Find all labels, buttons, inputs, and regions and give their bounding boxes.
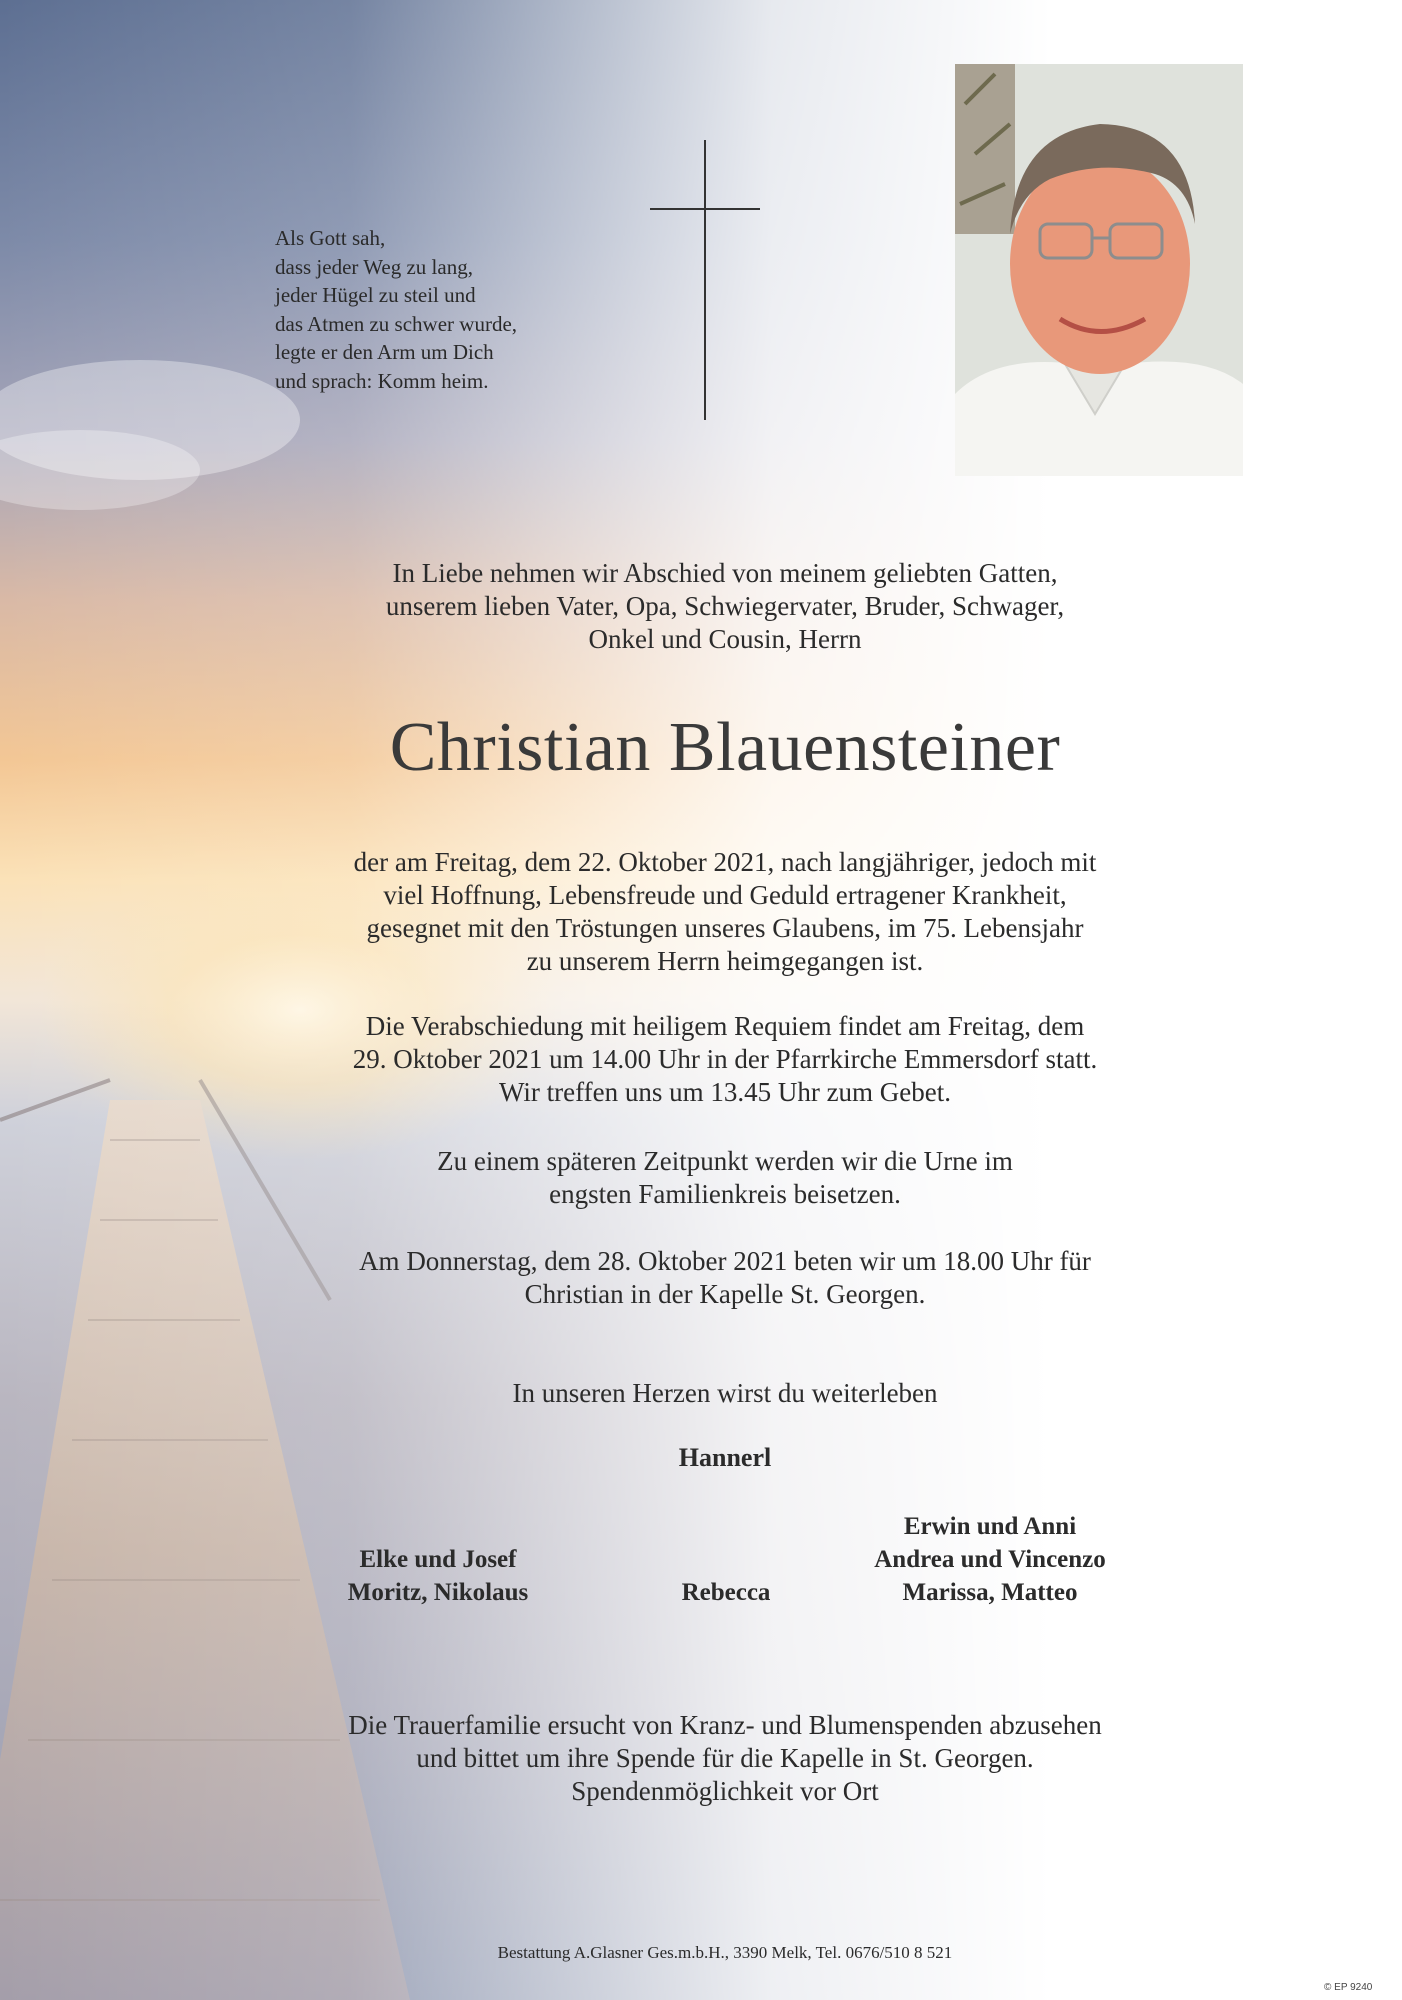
paragraph-line: Christian in der Kapelle St. Georgen. — [524, 1279, 926, 1309]
paragraph-line: Am Donnerstag, dem 28. Oktober 2021 beten wir um 18.00 Uhr für — [359, 1246, 1091, 1276]
family-line: Erwin und Anni — [903, 1513, 1077, 1540]
poem — [275, 224, 517, 395]
poem-line: und sprach: Komm heim. — [275, 368, 489, 393]
motto: In unseren Herzen wirst du weiterleben — [512, 1378, 938, 1408]
paragraph-line: der am Freitag, dem 22. Oktober 2021, nach langjähriger, jedoch mit — [353, 847, 1097, 877]
paragraph-line: zu unserem Herrn heimgegangen ist. — [526, 946, 924, 976]
family-line: Moritz, Nikolaus — [347, 1579, 529, 1606]
paragraph-line: Wir treffen uns um 13.45 Uhr zum Gebet. — [498, 1077, 952, 1107]
closing-line: und bittet um ihre Spende für die Kapelle in St. Georgen. — [416, 1743, 1034, 1773]
prayer-info — [200, 1245, 1250, 1311]
family-middle: Rebecca — [681, 1579, 771, 1606]
portrait-illustration — [955, 64, 1243, 476]
poem-line: das Atmen zu schwer wurde, — [275, 311, 518, 336]
intro-line: unserem lieben Vater, Opa, Schwiegervater, Bruder, Schwager, — [385, 591, 1065, 621]
family-line: Elke und Josef — [359, 1546, 517, 1573]
paragraph-line: viel Hoffnung, Lebensfreude und Geduld ertragener Krankheit, — [383, 880, 1067, 910]
death-announcement — [200, 846, 1250, 978]
closing-line: Spendenmöglichkeit vor Ort — [571, 1776, 879, 1806]
donation-request — [200, 1709, 1250, 1808]
poem-line: Als Gott sah, — [275, 226, 386, 250]
paragraph-line: Zu einem späteren Zeitpunkt werden wir die Urne im — [437, 1146, 1013, 1176]
urn-info — [200, 1145, 1250, 1211]
closing-line: Die Trauerfamilie ersucht von Kranz- und Blumenspenden abzusehen — [348, 1710, 1102, 1740]
family-line: Andrea und Vincenzo — [874, 1546, 1106, 1573]
cross-icon — [650, 140, 760, 420]
deceased-name: Christian Blauensteiner — [389, 709, 1061, 786]
family-line: Marissa, Matteo — [902, 1579, 1078, 1606]
intro-text — [200, 557, 1250, 656]
requiem-info — [200, 1010, 1250, 1109]
product-code: © EP 9240 — [1324, 1982, 1373, 1993]
intro-line: In Liebe nehmen wir Abschied von meinem geliebten Gatten, — [392, 558, 1058, 588]
paragraph-line: gesegnet mit den Tröstungen unseres Glaubens, im 75. Lebensjahr — [366, 913, 1084, 943]
intro-line: Onkel und Cousin, Herrn — [588, 624, 862, 654]
paragraph-line: 29. Oktober 2021 um 14.00 Uhr in der Pfarrkirche Emmersdorf statt. — [352, 1044, 1098, 1074]
poem-line: dass jeder Weg zu lang, — [275, 254, 473, 279]
paragraph-line: engsten Familienkreis beisetzen. — [549, 1179, 901, 1209]
family-spouse: Hannerl — [678, 1443, 772, 1472]
family-right — [820, 1510, 1160, 1609]
paragraph-line: Die Verabschiedung mit heiligem Requiem findet am Freitag, dem — [365, 1011, 1085, 1041]
poem-line: jeder Hügel zu steil und — [275, 283, 476, 307]
family-left — [293, 1543, 583, 1609]
funeral-home-footer: Bestattung A.Glasner Ges.m.b.H., 3390 Melk, Tel. 0676/510 8 521 — [497, 1943, 953, 1962]
portrait-photo — [955, 64, 1243, 476]
poem-line: legte er den Arm um Dich — [275, 340, 494, 364]
